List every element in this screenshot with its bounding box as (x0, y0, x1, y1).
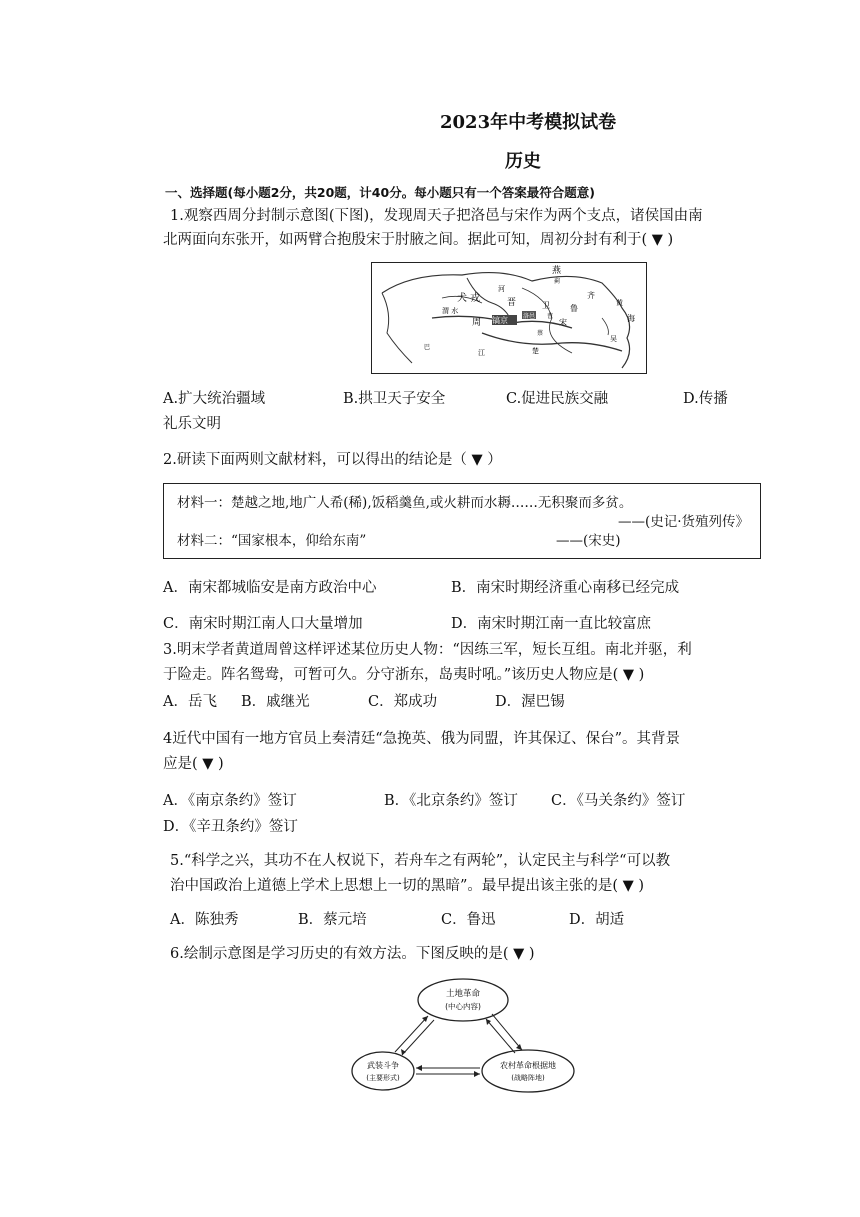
diagram-node-rural-base (482, 1050, 574, 1092)
question-3-line-2: 于险走。阵名鸳鸯，可暂可久。分守浙东，岛夷时吼。”该历史人物应是( ▼ ) (163, 667, 645, 683)
diagram-top-title: 土地革命 (445, 989, 481, 999)
diagram-node-land-revolution (418, 979, 508, 1021)
western-zhou-map (371, 262, 647, 374)
q3-option-d[interactable]: D．渥巴锡 (495, 694, 565, 710)
map-label-quanrong: 犬 戎 (457, 293, 481, 304)
map-label-he: 河 (498, 285, 505, 293)
question-4-line-2: 应是( ▼ ) (163, 756, 224, 772)
question-3-line-1: 3.明末学者黄道周曾这样评述某位历史人物：“因练三军，短长互组。南北并驱，利 (163, 642, 692, 658)
question-2-stem: 2.研读下面两则文献材料，可以得出的结论是（ ▼ ） (163, 452, 502, 468)
q1-option-c[interactable]: C.促进民族交融 (506, 391, 609, 407)
q4-option-c[interactable]: C．《马关条约》签订 (551, 793, 686, 809)
map-label-luoyi: 洛邑 (523, 313, 536, 320)
q2-option-a[interactable]: A．南宋都城临安是南方政治中心 (163, 580, 377, 596)
q2-option-d[interactable]: D．南宋时期江南一直比较富庶 (451, 616, 652, 632)
map-figure (372, 263, 646, 373)
q2-material-1-source: ——(史记·货殖列传》 (618, 514, 750, 530)
diagram-top-subtitle: (中心内容) (445, 1002, 481, 1011)
q2-option-c[interactable]: C．南宋时期江南人口大量增加 (163, 616, 363, 632)
q1-option-d-continued: 礼乐文明 (163, 416, 221, 432)
q2-option-b[interactable]: B．南宋时期经济重心南移已经完成 (451, 580, 680, 596)
map-label-song: 宋 (559, 318, 567, 327)
q2-material-box (163, 483, 761, 559)
map-label-cao: 曹 (547, 313, 554, 320)
map-label-qi: 齐 (587, 291, 595, 300)
question-1-line-1: 1.观察西周分封制示意图(下图)，发现周天子把洛邑与宋作为两个支点，诸侯国由南 (170, 208, 703, 224)
q3-option-b[interactable]: B．戚继光 (241, 694, 310, 710)
q5-option-d[interactable]: D．胡适 (569, 912, 625, 928)
q4-option-a[interactable]: A．《南京条约》签订 (163, 793, 297, 809)
map-label-yan: 燕 (552, 266, 562, 276)
q1-option-a[interactable]: A.扩大统治疆域 (163, 391, 266, 407)
q1-option-b[interactable]: B.拱卫天子安全 (343, 391, 446, 407)
question-5-line-2: 治中国政治上道德上学术上思想上一切的黑暗”。最早提出该主张的是( ▼ ) (170, 878, 645, 894)
q4-option-d[interactable]: D．《辛丑条约》签订 (163, 819, 298, 835)
q3-option-a[interactable]: A．岳飞 (163, 694, 217, 710)
diagram-right-title: 农村革命根据地 (500, 1061, 556, 1070)
question-4-line-1: 4近代中国有一地方官员上奏清廷“急挽英、俄为同盟，许其保辽、保台”。其背景 (163, 731, 681, 747)
map-label-jiang: 江 (478, 349, 485, 357)
question-5-line-1: 5.“科学之兴，其功不在人权说下，若舟车之有两轮”，认定民主与科学“可以教 (170, 853, 671, 869)
q3-option-c[interactable]: C．郑成功 (368, 694, 438, 710)
q2-material-2-source: ——(宋史) (556, 533, 621, 549)
question-1-line-2: 北两面向东张开，如两臂合抱殷宋于肘腋之间。据此可知，周初分封有利于( ▼ ) (163, 232, 674, 248)
q5-option-c[interactable]: C．鲁迅 (441, 912, 496, 928)
map-label-jin: 晋 (507, 298, 517, 308)
map-label-lu: 鲁 (570, 304, 578, 313)
section-heading: 一、选择题(每小题2分，共20题，计40分。每小题只有一个答案最符合题意) (165, 185, 595, 200)
map-label-cai: 蔡 (537, 330, 544, 337)
map-label-hai: 海 (627, 314, 635, 323)
diagram-left-title: 武装斗争 (367, 1061, 399, 1070)
q2-material-2: 材料二：“国家根本，仰给东南” (177, 533, 367, 549)
exam-title: 2023年中考模拟试卷 (440, 112, 617, 133)
map-label-wu: 吴 (610, 335, 617, 343)
diagram-left-subtitle: (主要形式) (366, 1074, 400, 1082)
map-label-huang: 黄 (616, 299, 623, 307)
exam-subject: 历史 (505, 151, 541, 172)
q4-option-b[interactable]: B．《北京条约》签订 (384, 793, 518, 809)
q5-option-a[interactable]: A．陈独秀 (170, 912, 239, 928)
map-label-ba: 巴 (424, 344, 431, 351)
diagram-node-armed-struggle (352, 1052, 414, 1090)
revolution-diagram (350, 974, 580, 1109)
map-label-zhou: 周 (472, 318, 482, 328)
map-label-chu: 楚 (532, 347, 539, 355)
q1-option-d[interactable]: D.传播 (683, 391, 728, 407)
map-label-haojing: 镐京 (492, 316, 508, 325)
question-6-stem: 6.绘制示意图是学习历史的有效方法。下图反映的是( ▼ ) (170, 946, 535, 962)
diagram-figure (350, 974, 580, 1109)
map-label-ji: 蓟 (554, 278, 561, 285)
q5-option-b[interactable]: B．蔡元培 (298, 912, 367, 928)
diagram-right-subtitle: (战略阵地) (511, 1074, 545, 1082)
map-label-wei-state: 卫 (542, 301, 550, 310)
q2-material-1: 材料一：楚越之地,地广人希(稀),饭稻羹鱼,或火耕而水耨……无积聚而多贫。 (177, 495, 633, 511)
map-label-weishui: 渭 水 (442, 307, 459, 315)
